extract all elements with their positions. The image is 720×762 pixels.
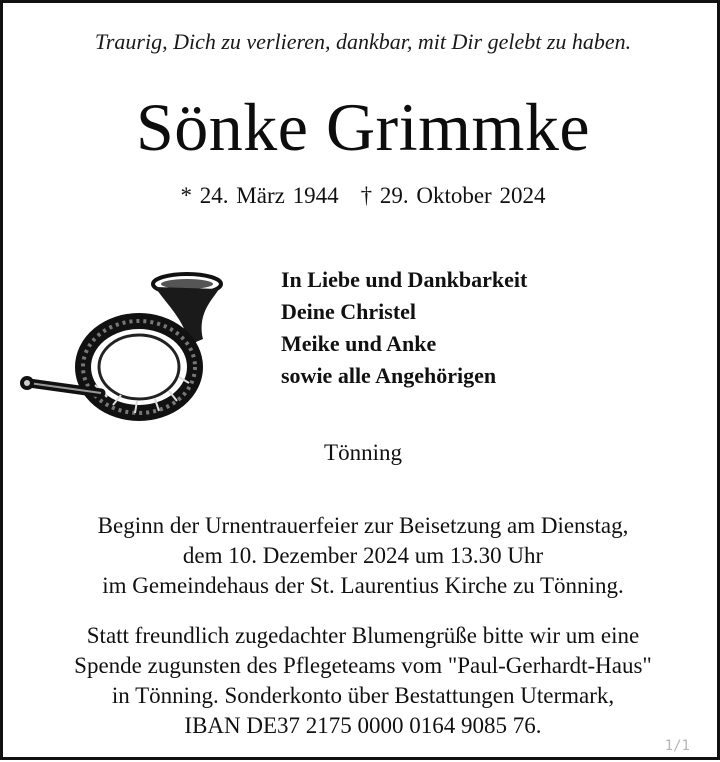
donation-line: Spende zugunsten des Pflegeteams vom "Paul-Gerhardt-Haus" <box>74 653 652 678</box>
mourner-line: In Liebe und Dankbarkeit <box>281 267 528 292</box>
ceremony-info <box>3 511 720 601</box>
donation-line: Statt freundlich zugedachter Blumengrüße bitte wir um eine <box>86 623 640 648</box>
mourner-line: Meike und Anke <box>281 331 437 356</box>
birth-date: * 24. März 1944 <box>180 183 339 208</box>
donation-line: in Tönning. Sonderkonto über Bestattungen Utermark, <box>111 683 615 708</box>
death-date: † 29. Oktober 2024 <box>360 183 546 208</box>
donation-line: IBAN DE37 2175 0000 0164 9085 76. <box>184 713 542 738</box>
deceased-name: Sönke Grimmke <box>135 89 591 165</box>
ceremony-line: Beginn der Urnentrauerfeier zur Beisetzung am Dienstag, <box>97 513 629 538</box>
life-dates <box>3 183 720 209</box>
motto: Traurig, Dich zu verlieren, dankbar, mit Dir gelebt zu haben. <box>94 29 632 54</box>
town: Tönning <box>324 440 402 465</box>
mourner-line: Deine Christel <box>281 299 417 324</box>
ceremony-line: dem 10. Dezember 2024 um 13.30 Uhr <box>182 543 544 568</box>
ceremony-line: im Gemeindehaus der St. Laurentius Kirche zu Tönning. <box>102 573 624 598</box>
post-horn-icon <box>17 265 227 425</box>
mourner-line: sowie alle Angehörigen <box>281 363 497 388</box>
mourners-list <box>281 264 527 392</box>
page-indicator: 1/1 <box>664 738 690 754</box>
donation-info <box>3 621 720 741</box>
